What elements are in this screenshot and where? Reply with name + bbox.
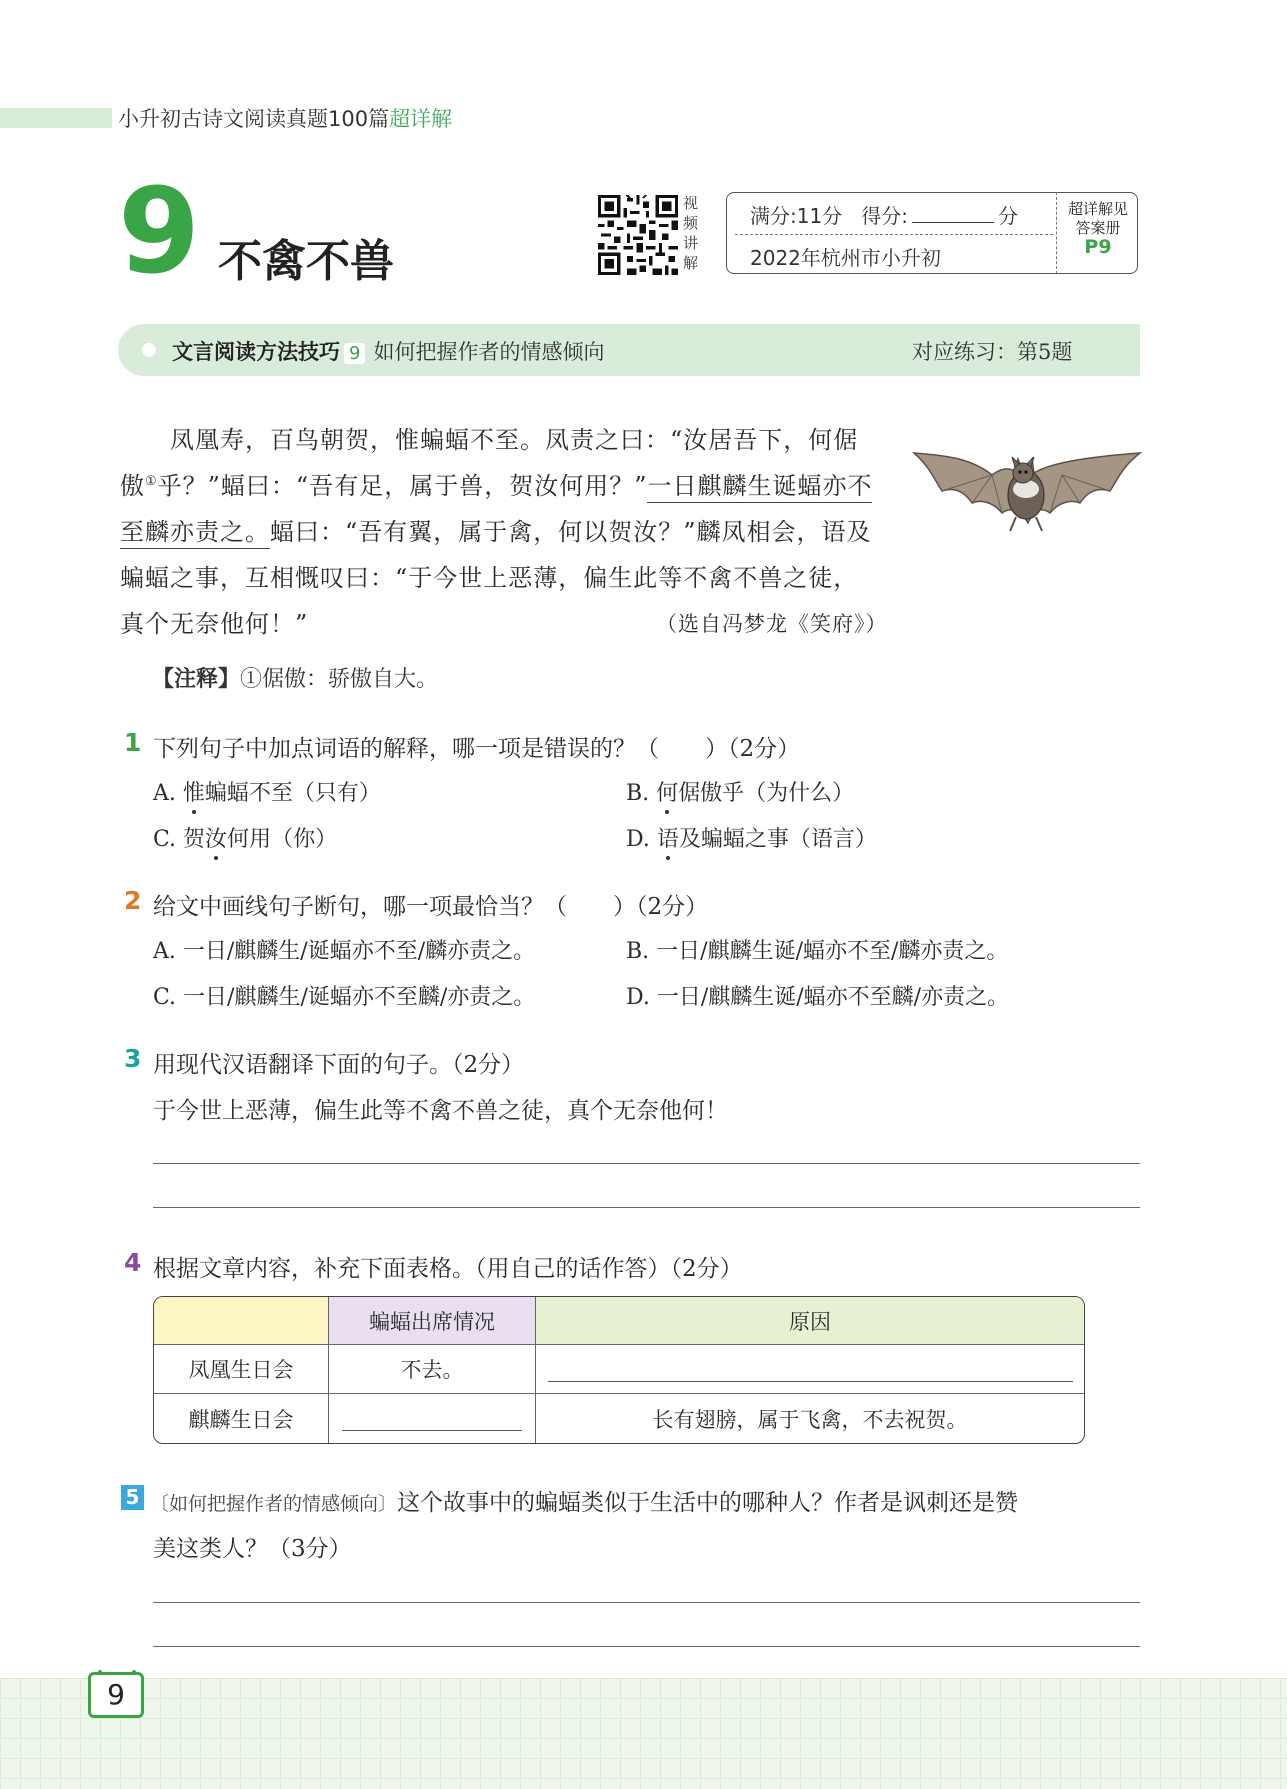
q2-text: 给文中画线句子断句，哪一项最恰当？（ ）（2分） [153,894,709,920]
practice-ref: 对应练习：第5题 [912,340,1073,364]
table-cell-attend: 不去。 [329,1345,536,1394]
q3-answer-line-2[interactable] [153,1207,1140,1208]
lesson-title: 不禽不兽 [218,236,394,287]
page-number: 9 [88,1672,144,1718]
q2-option-b[interactable]: B. 一日/麒麟生诞/蝠亦不至/麟亦责之。 [626,939,1009,964]
method-number: 9 [344,343,365,364]
passage-line-5: 真个无奈他何！” [120,610,309,638]
q2-number: 2 [124,886,142,915]
method-label: 文言阅读方法技巧 9 如何把握作者的情感倾向 [172,340,605,364]
q5-number: 5 [121,1485,144,1510]
qr-label: 视 频 讲 解 [683,194,699,272]
score-line: 满分:11分 得分: 分 [750,204,1019,228]
table-header-reason: 原因 [536,1297,1084,1345]
q5-tag: 〔如何把握作者的情感倾向〕 [150,1493,398,1515]
table-cell-reason-input[interactable] [536,1345,1084,1394]
q1-option-c[interactable]: C. 贺汝何用（你） [153,827,338,852]
q4-text: 根据文章内容，补充下面表格。（用自己的话作答）（2分） [153,1256,743,1282]
table-row-label: 麒麟生日会 [154,1394,329,1443]
passage-source: （选自冯梦龙《笑府》） [656,612,888,636]
q5-text-line-2: 美这类人？（3分） [153,1536,352,1562]
q3-answer-line-1[interactable] [153,1163,1140,1164]
score-side-divider [1056,192,1057,274]
q5-text-line-1: 〔如何把握作者的情感倾向〕这个故事中的蝙蝠类似于生活中的哪种人？作者是讽刺还是赞 [150,1490,1019,1516]
q2-option-a[interactable]: A. 一日/麒麟生/诞蝠亦不至/麟亦责之。 [153,939,536,964]
passage-line-3: 至麟亦责之。蝠曰：“吾有翼，属于禽，何以贺汝？”麟凤相会，语及 [120,512,872,547]
book-title: 小升初古诗文阅读真题100篇超详解 [118,107,453,131]
q2-option-d[interactable]: D. 一日/麒麟生诞/蝠亦不至麟/亦责之。 [626,985,1010,1010]
answer-reference: 超详解见 答案册 P9 [1067,200,1128,258]
underlined-sentence: 一日麒麟生诞蝠亦不 [647,472,872,503]
table-row-label: 凤凰生日会 [154,1345,329,1394]
score-source: 2022年杭州市小升初 [750,246,941,270]
passage-line-1: 凤凰寿，百鸟朝贺，惟蝙蝠不至。凤责之曰：“汝居吾下，何倨 [170,426,859,454]
q3-number: 3 [124,1044,142,1073]
q1-text: 下列句子中加点词语的解释，哪一项是错误的？（ ）（2分） [153,736,801,762]
q3-text: 用现代汉语翻译下面的句子。（2分） [153,1052,525,1078]
table-header-attend: 蝙蝠出席情况 [329,1297,536,1345]
q4-number: 4 [124,1248,142,1277]
table-corner [154,1297,329,1345]
header-bar [0,108,112,128]
annotation: 【注释】①倨傲：骄傲自大。 [152,667,439,692]
book-title-accent: 超详解 [389,107,453,131]
underlined-sentence-end: 至麟亦责之。 [120,518,270,549]
q1-option-b[interactable]: B. 何倨傲乎（为什么） [626,781,855,806]
passage-line-4: 蝙蝠之事，互相慨叹曰：“于今世上恶薄，偏生此等不禽不兽之徒， [120,564,859,592]
q1-number: 1 [124,728,142,757]
qr-code-icon[interactable] [598,195,678,275]
score-input[interactable] [912,204,994,223]
method-topic: 如何把握作者的情感倾向 [373,340,605,364]
q3-sentence: 于今世上恶薄，偏生此等不禽不兽之徒，真个无奈他何！ [153,1098,728,1124]
q2-option-c[interactable]: C. 一日/麒麟生/诞蝠亦不至麟/亦责之。 [153,985,536,1010]
bat-illustration [910,445,1144,545]
table-cell-attend-input[interactable] [329,1394,536,1443]
band-bullet-icon [142,343,156,357]
q1-option-d[interactable]: D. 语及蝙蝠之事（语言） [626,827,877,852]
passage-line-2: 傲①乎？”蝠曰：“吾有足，属于兽，贺汝何用？”一日麒麟生诞蝠亦不 [120,466,872,501]
footer-grid [0,1678,1287,1789]
answer-table [153,1296,1085,1444]
q5-answer-line-2[interactable] [153,1646,1140,1647]
q5-answer-line-1[interactable] [153,1602,1140,1603]
table-cell-reason: 长有翅膀，属于飞禽，不去祝贺。 [652,1407,968,1432]
score-divider [735,234,1053,235]
q1-option-a[interactable]: A. 惟蝙蝠不至（只有） [153,781,381,806]
full-score: 满分:11分 [750,204,843,228]
lesson-number: 9 [118,162,201,300]
